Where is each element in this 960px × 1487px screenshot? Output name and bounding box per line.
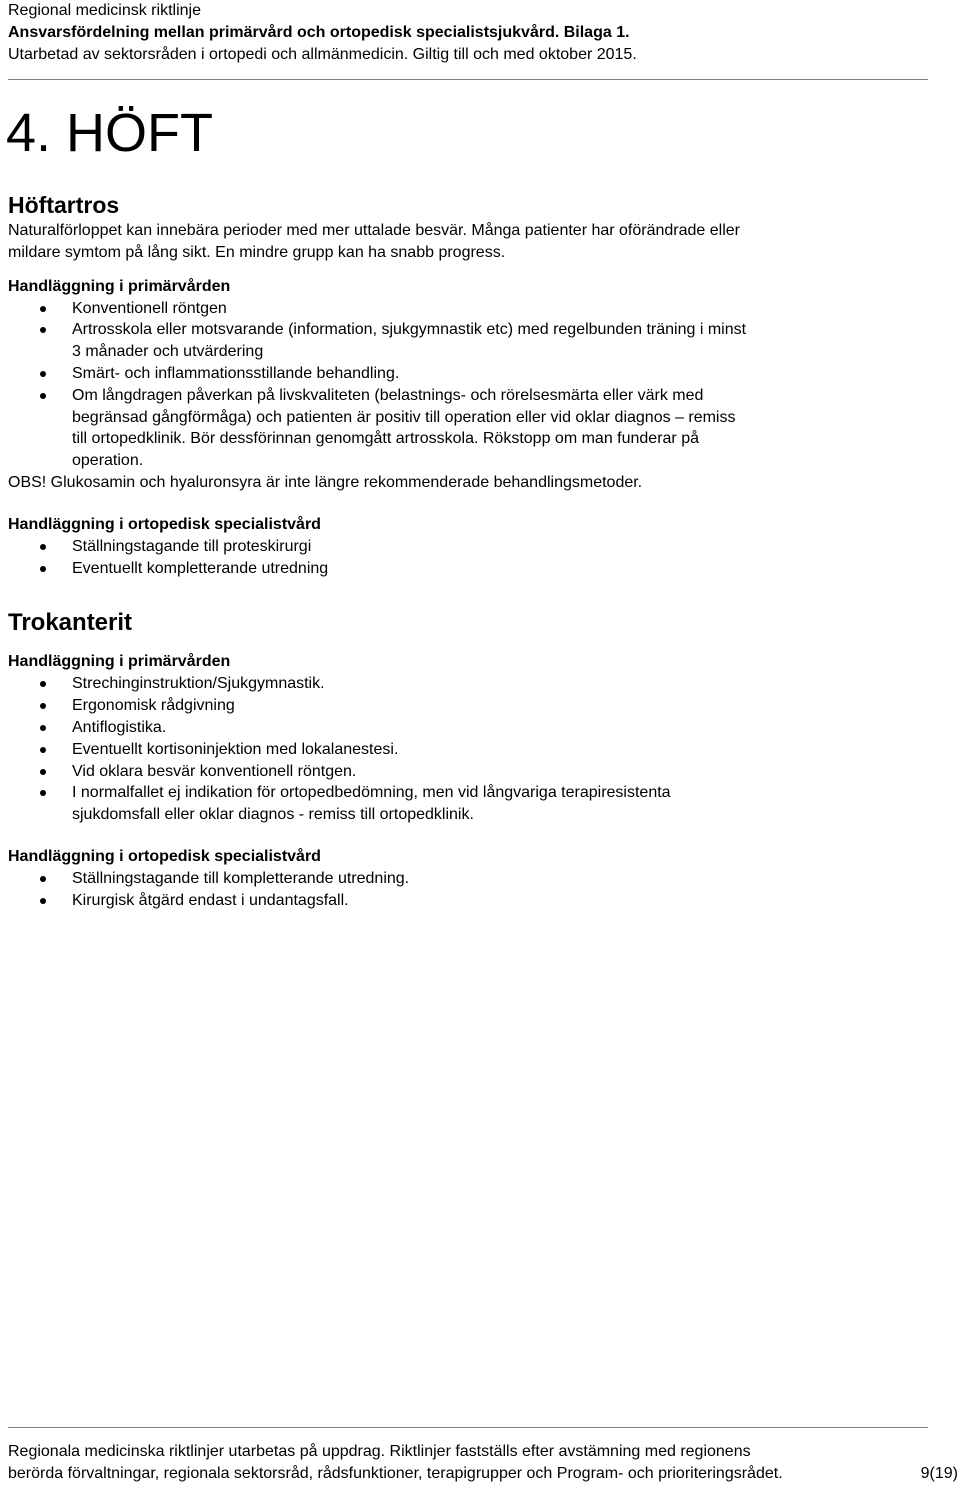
header-divider <box>8 79 928 80</box>
footer-text-line: Regionala medicinska riktlinjer utarbetas på uppdrag. Riktlinjer fastställs efter avstämning med regionens <box>8 1443 751 1460</box>
list-item: Vid oklara besvär konventionell röntgen. <box>8 761 938 783</box>
list-item: Strechinginstruktion/Sjukgymnastik. <box>8 673 938 695</box>
list-item: Antiflogistika. <box>8 717 938 739</box>
list-item: Ställningstagande till kompletterande utredning. <box>8 868 938 890</box>
list-item: Ställningstagande till proteskirurgi <box>8 536 938 558</box>
footer-text-line: berörda förvaltningar, regionala sektorsråd, rådsfunktioner, terapigrupper och Program- och prioriteringsrådet. <box>8 1465 783 1482</box>
list-item: Artrosskola eller motsvarande (information, sjukgymnastik etc) med regelbunden träning i minst 3 månader och utvärdering <box>8 319 938 363</box>
bullet-icon <box>40 898 46 904</box>
bullet-icon <box>40 393 46 399</box>
bullet-icon <box>40 703 46 709</box>
intro-line: mildare symtom på lång sikt. En mindre grupp kan ha snabb progress. <box>8 243 506 261</box>
obs-note: OBS! Glukosamin och hyaluronsyra är inte längre rekommenderade behandlingsmetoder. <box>8 473 643 491</box>
bullet-icon <box>40 876 46 882</box>
bullet-list <box>8 868 938 912</box>
list-item: Konventionell röntgen <box>8 298 938 320</box>
footer-row <box>8 1463 958 1485</box>
bullet-icon <box>40 566 46 572</box>
subheading-specialist-care: Handläggning i ortopedisk specialistvård <box>8 847 321 865</box>
header-document-title: Ansvarsfördelning mellan primärvård och ortopedisk specialistsjukvård. Bilaga 1. <box>8 24 630 41</box>
header-guideline-type: Regional medicinsk riktlinje <box>8 2 201 19</box>
list-item: Ergonomisk rådgivning <box>8 695 938 717</box>
section-title-trokanterit: Trokanterit <box>8 609 133 637</box>
list-item: Om långdragen påverkan på livskvaliteten (belastnings- och rörelsesmärta eller värk med begränsad gångförmåga) och patienten är positiv till operation eller vid oklar diagnos – remiss till ortopedklinik. Bör dessförinnan genomgått artrosskola. Rökstopp om man funderar på operation. <box>8 385 938 472</box>
bullet-icon <box>40 790 46 796</box>
page-header <box>8 0 948 66</box>
page-footer <box>8 1441 958 1485</box>
bullet-icon <box>40 769 46 775</box>
page-number: 9(19) <box>920 1465 958 1482</box>
list-item: Eventuellt kortisoninjektion med lokalanestesi. <box>8 739 938 761</box>
bullet-icon <box>40 306 46 312</box>
subheading-primary-care: Handläggning i primärvården <box>8 277 231 295</box>
footer-divider <box>8 1427 928 1428</box>
section-title-hoftartros: Höftartros <box>8 192 120 218</box>
bullet-list <box>8 298 938 472</box>
bullet-icon <box>40 371 46 377</box>
bullet-icon <box>40 725 46 731</box>
list-item: Smärt- och inflammationsstillande behandling. <box>8 363 938 385</box>
bullet-list <box>8 536 938 580</box>
bullet-icon <box>40 681 46 687</box>
list-item: I normalfallet ej indikation för ortopedbedömning, men vid långvariga terapiresistenta sjukdomsfall eller oklar diagnos - remiss till ortopedklinik. <box>8 782 938 826</box>
list-item: Eventuellt kompletterande utredning <box>8 558 938 580</box>
bullet-icon <box>40 327 46 333</box>
bullet-list <box>8 673 938 826</box>
chapter-title: 4. HÖFT <box>6 103 214 163</box>
bullet-icon <box>40 747 46 753</box>
document-body <box>8 190 938 912</box>
bullet-icon <box>40 544 46 550</box>
subheading-specialist-care: Handläggning i ortopedisk specialistvård <box>8 515 321 533</box>
header-validity: Utarbetad av sektorsråden i ortopedi och allmänmedicin. Giltig till och med oktober 2015. <box>8 46 637 63</box>
list-item: Kirurgisk åtgärd endast i undantagsfall. <box>8 890 938 912</box>
intro-line: Naturalförloppet kan innebära perioder med mer uttalade besvär. Många patienter har oförändrade eller <box>8 222 740 239</box>
subheading-primary-care: Handläggning i primärvården <box>8 653 231 671</box>
